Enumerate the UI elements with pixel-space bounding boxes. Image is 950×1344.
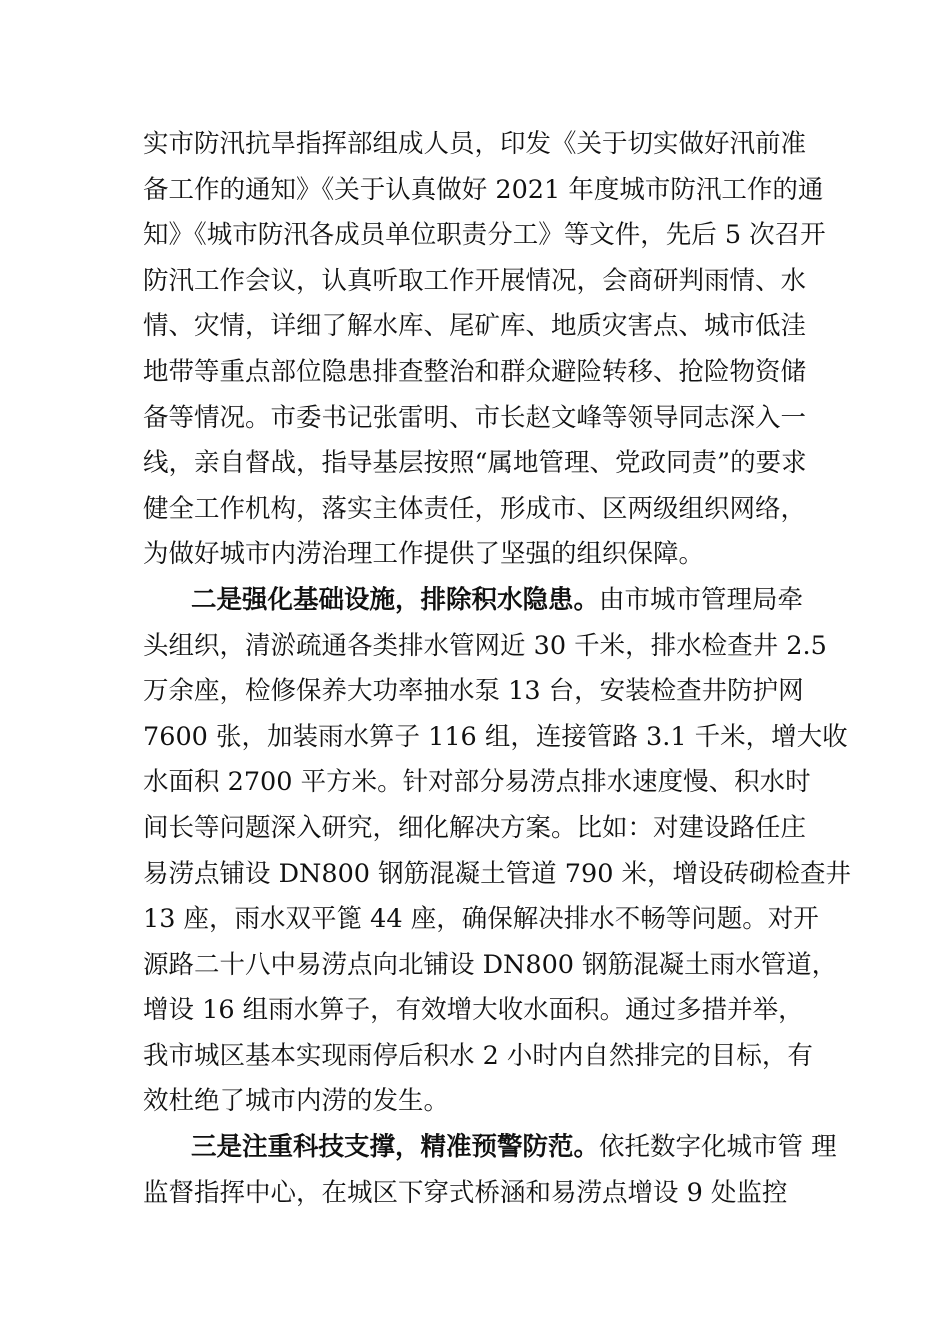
- text-line: 备等情况。市委书记张雷明、市长赵文峰等领导同志深入一: [143, 402, 807, 433]
- paragraph-first-line: [143, 578, 823, 624]
- text-line: 易涝点铺设 DN800 钢筋混凝土管道 790 米，增设砖砌检查井: [143, 858, 852, 889]
- text-line: 增设 16 组雨水箅子，有效增大收水面积。通过多措并举，: [143, 995, 804, 1026]
- text-line: 地带等重点部位隐患排查整治和群众避险转移、抢险物资储: [143, 356, 807, 387]
- text-line: 监督指挥中心，在城区下穿式桥涵和易涝点增设 9 处监控: [143, 1177, 788, 1208]
- paragraph-text: 由市城市管理局牵: [599, 584, 804, 615]
- paragraph-first-line: [143, 1125, 837, 1171]
- paragraph-heading: 二是强化基础设施，排除积水隐患。: [191, 584, 600, 615]
- paragraph-text: 依托数字化城市管 理: [599, 1132, 837, 1163]
- text-line: 知》《城市防汛各成员单位职责分工》等文件，先后 5 次召开: [143, 220, 826, 251]
- text-line: 间长等问题深入研究，细化解决方案。比如：对建设路任庄: [143, 812, 807, 843]
- document-body: [143, 122, 852, 1216]
- text-line: 健全工作机构，落实主体责任，形成市、区两级组织网络，: [143, 493, 807, 524]
- paragraph-infrastructure: [143, 578, 852, 1125]
- text-line: 头组织，清淤疏通各类排水管网近 30 千米，排水检查井 2.5: [143, 630, 827, 661]
- paragraph-technology: [143, 1125, 837, 1216]
- text-line: 我市城区基本实现雨停后积水 2 小时内自然排完的目标，有: [143, 1040, 813, 1071]
- text-line: 为做好城市内涝治理工作提供了坚强的组织保障。: [143, 539, 705, 570]
- text-line: 水面积 2700 平方米。针对部分易涝点排水速度慢、积水时: [143, 767, 811, 798]
- text-line: 备工作的通知》《关于认真做好 2021 年度城市防汛工作的通: [143, 174, 824, 205]
- text-line: 源路二十八中易涝点向北铺设 DN800 钢筋混凝土雨水管道，: [143, 949, 838, 980]
- text-line: 情、灾情，详细了解水库、尾矿库、地质灾害点、城市低洼: [143, 311, 807, 342]
- text-line: 万余座，检修保养大功率抽水泵 13 台，安装检查井防护网: [143, 676, 804, 707]
- text-line: 实市防汛抗旱指挥部组成人员，印发《关于切实做好汛前准: [143, 129, 807, 159]
- paragraph-heading: 三是注重科技支撑，精准预警防范。: [191, 1132, 600, 1163]
- text-line: 线，亲自督战，指导基层按照“属地管理、党政同责”的要求: [143, 448, 807, 479]
- paragraph-organization: [143, 122, 826, 578]
- text-line: 效杜绝了城市内涝的发生。: [143, 1086, 450, 1117]
- text-line: 7600 张，加装雨水箅子 116 组，连接管路 3.1 千米，增大收: [143, 721, 848, 752]
- text-line: 防汛工作会议，认真听取工作开展情况，会商研判雨情、水: [143, 265, 807, 296]
- text-line: 13 座，雨水双平篦 44 座，确保解决排水不畅等问题。对开: [143, 904, 819, 935]
